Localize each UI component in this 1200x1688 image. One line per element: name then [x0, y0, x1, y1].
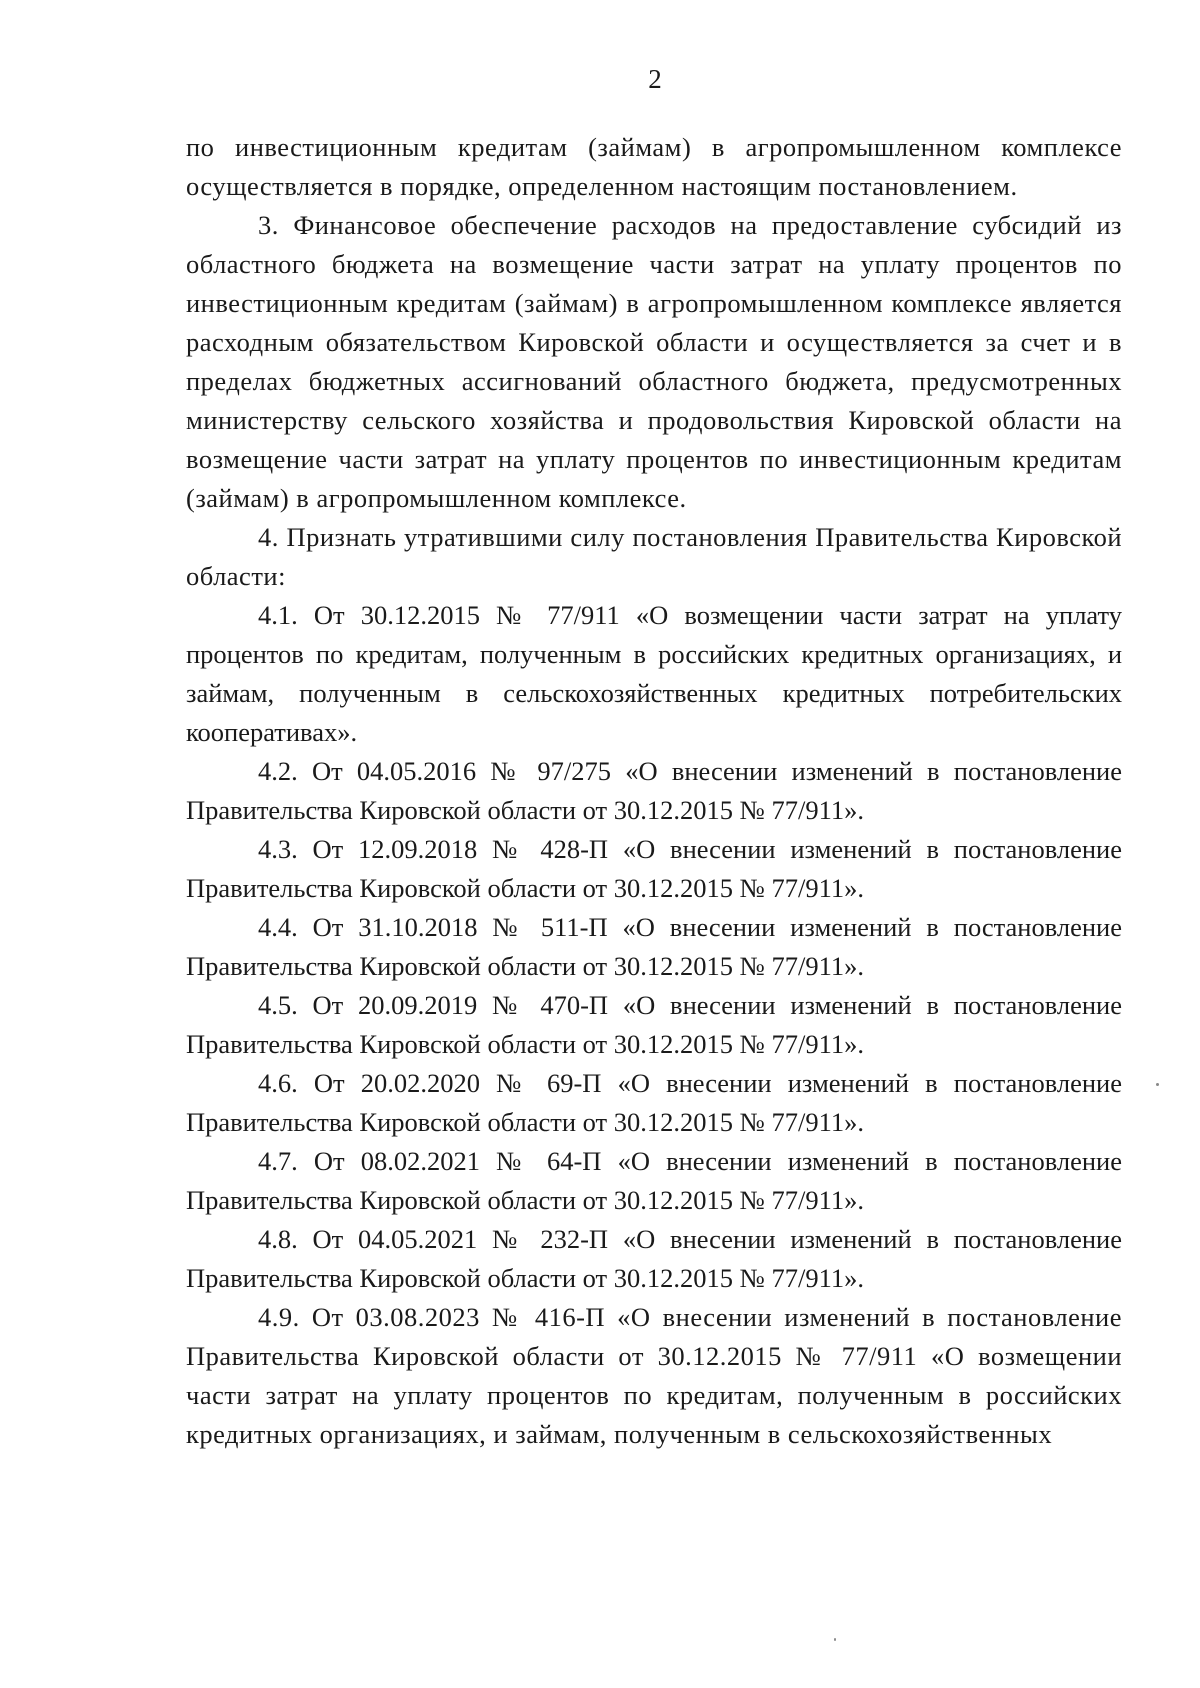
paragraph-4-7: 4.7. От 08.02.2021 № 64-П «О внесении изменений в постановление Правительства Кировской области от 30.12.2015 № 77/911».	[186, 1146, 1122, 1215]
paragraph-4-8: 4.8. От 04.05.2021 № 232-П «О внесении изменений в постановление Правительства Кировской области от 30.12.2015 № 77/911».	[186, 1224, 1122, 1293]
paragraph-4-5: 4.5. От 20.09.2019 № 470-П «О внесении изменений в постановление Правительства Кировской области от 30.12.2015 № 77/911».	[186, 990, 1122, 1059]
document-body	[186, 128, 1122, 1454]
paragraph-3-funding: 3. Финансовое обеспечение расходов на предоставление субсидий из областного бюджета на возмещение части затрат на уплату процентов по инвестиционным кредитам (займам) в агропромышленном комплексе является расходным обязательством Кировской области и осуществляется за счет и в пределах бюджетных ассигнований областного бюджета, предусмотренных министерству сельского хозяйства и продовольствия Кировской области на возмещение части затрат на уплату процентов по инвестиционным кредитам (займам) в агропромышленном комплексе.	[186, 210, 1122, 513]
paragraph-4-6: 4.6. От 20.02.2020 № 69-П «О внесении изменений в постановление Правительства Кировской области от 30.12.2015 № 77/911».	[186, 1068, 1122, 1137]
paragraph-4-9: 4.9. От 03.08.2023 № 416-П «О внесении изменений в постановление Правительства Кировской области от 30.12.2015 № 77/911 «О возмещении части затрат на уплату процентов по кредитам, полученным в российских кредитных организациях, и займам, полученным в сельскохозяйственных	[186, 1302, 1122, 1449]
paragraph-4-repeal: 4. Признать утратившими силу постановления Правительства Кировской области:	[186, 522, 1122, 591]
paragraph-4-4: 4.4. От 31.10.2018 № 511-П «О внесении изменений в постановление Правительства Кировской области от 30.12.2015 № 77/911».	[186, 912, 1122, 981]
paragraph-4-3: 4.3. От 12.09.2018 № 428-П «О внесении изменений в постановление Правительства Кировской области от 30.12.2015 № 77/911».	[186, 834, 1122, 903]
paragraph-4-2: 4.2. От 04.05.2016 № 97/275 «О внесении изменений в постановление Правительства Кировской области от 30.12.2015 № 77/911».	[186, 756, 1122, 825]
scan-speck	[834, 1638, 836, 1641]
paragraph-continuation: по инвестиционным кредитам (займам) в агропромышленном комплексе осуществляется в порядке, определенном настоящим постановлением.	[186, 132, 1122, 201]
scan-speck	[1156, 1083, 1159, 1086]
paragraph-4-1: 4.1. От 30.12.2015 № 77/911 «О возмещении части затрат на уплату процентов по кредитам, полученным в российских кредитных организациях, и займам, полученным в сельскохозяйственных кредитных потребительских кооперативах».	[186, 600, 1122, 747]
page-number: 2	[648, 64, 662, 94]
